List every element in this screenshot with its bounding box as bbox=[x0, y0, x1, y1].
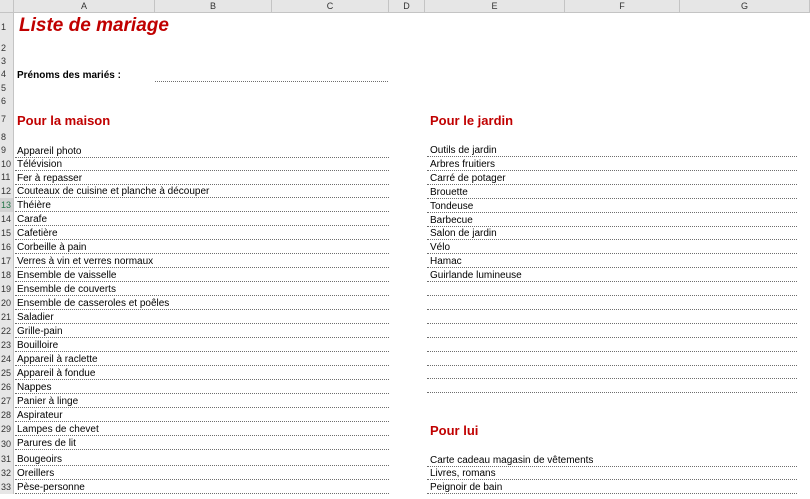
list-item[interactable]: Oreillers bbox=[17, 468, 55, 479]
row-header-32[interactable]: 32 bbox=[0, 466, 14, 480]
list-item[interactable]: Télévision bbox=[17, 159, 63, 170]
list-item[interactable]: Hamac bbox=[430, 256, 462, 268]
entry-underline bbox=[427, 337, 797, 338]
list-item[interactable]: Peignoir de bain bbox=[430, 482, 503, 493]
row-header-29[interactable]: 29 bbox=[0, 422, 14, 436]
heading-maison[interactable]: Pour la maison bbox=[17, 113, 111, 128]
list-item[interactable]: Bougeoirs bbox=[17, 454, 63, 465]
heading-lui[interactable]: Pour lui bbox=[430, 423, 479, 438]
entry-underline bbox=[427, 239, 797, 240]
row-header-13[interactable]: 13 bbox=[0, 198, 14, 212]
row-header-30[interactable]: 30 bbox=[0, 436, 14, 452]
row-header-3[interactable]: 3 bbox=[0, 55, 14, 68]
row-header-12[interactable]: 12 bbox=[0, 184, 14, 198]
entry-underline bbox=[427, 156, 797, 157]
entry-underline bbox=[427, 493, 797, 494]
list-item[interactable]: Tondeuse bbox=[430, 200, 474, 212]
list-item[interactable]: Verres à vin et verres normaux bbox=[17, 256, 154, 267]
list-item[interactable]: Pèse-personne bbox=[17, 482, 85, 493]
entry-underline bbox=[15, 407, 389, 408]
list-item[interactable]: Fer à repasser bbox=[17, 173, 83, 184]
entry-underline bbox=[427, 466, 797, 467]
entry-underline bbox=[15, 157, 389, 158]
entry-underline bbox=[15, 421, 389, 422]
list-item[interactable]: Lampes de chevet bbox=[17, 424, 99, 435]
list-item[interactable]: Outils de jardin bbox=[430, 145, 497, 156]
entry-underline bbox=[15, 449, 389, 450]
row-header-19[interactable]: 19 bbox=[0, 282, 14, 296]
sheet-title[interactable]: Liste de mariage bbox=[19, 15, 169, 36]
names-underline[interactable] bbox=[155, 81, 388, 82]
row-header-25[interactable]: 25 bbox=[0, 366, 14, 380]
list-item[interactable]: Appareil photo bbox=[17, 146, 82, 157]
row-header-4[interactable]: 4 bbox=[0, 68, 14, 81]
row-header-11[interactable]: 11 bbox=[0, 171, 14, 184]
list-item[interactable]: Appareil à raclette bbox=[17, 354, 98, 365]
entry-underline bbox=[15, 337, 389, 338]
entry-underline bbox=[427, 253, 797, 254]
row-header-10[interactable]: 10 bbox=[0, 157, 14, 171]
entry-underline bbox=[427, 198, 797, 199]
entry-underline bbox=[427, 323, 797, 324]
entry-underline bbox=[15, 479, 389, 480]
entry-underline bbox=[15, 225, 389, 226]
row-header-5[interactable]: 5 bbox=[0, 81, 14, 95]
row-header-26[interactable]: 26 bbox=[0, 380, 14, 394]
entry-underline bbox=[15, 465, 389, 466]
list-item[interactable]: Appareil à fondue bbox=[17, 368, 96, 379]
list-item[interactable]: Ensemble de couverts bbox=[17, 284, 116, 295]
list-item[interactable]: Théière bbox=[17, 200, 51, 211]
column-header-d[interactable]: D bbox=[389, 0, 425, 13]
entry-underline bbox=[15, 281, 389, 282]
entry-underline bbox=[15, 253, 389, 254]
row-header-14[interactable]: 14 bbox=[0, 212, 14, 226]
entry-underline bbox=[15, 197, 389, 198]
entry-underline bbox=[427, 351, 797, 352]
entry-underline bbox=[15, 211, 389, 212]
row-header-16[interactable]: 16 bbox=[0, 240, 14, 254]
entry-underline bbox=[427, 226, 797, 227]
heading-jardin[interactable]: Pour le jardin bbox=[430, 113, 514, 128]
list-item[interactable]: Ensemble de casseroles et poêles bbox=[17, 298, 170, 309]
entry-underline bbox=[427, 281, 797, 282]
row-header-17[interactable]: 17 bbox=[0, 254, 14, 268]
entry-underline bbox=[15, 267, 389, 268]
column-header-e[interactable]: E bbox=[425, 0, 565, 13]
entry-underline bbox=[15, 379, 389, 380]
row-header-27[interactable]: 27 bbox=[0, 394, 14, 408]
list-item[interactable]: Nappes bbox=[17, 382, 52, 393]
list-item[interactable]: Cafetière bbox=[17, 228, 58, 239]
entry-underline bbox=[427, 479, 797, 480]
entry-underline bbox=[15, 435, 389, 436]
entry-underline bbox=[15, 309, 389, 310]
row-header-18[interactable]: 18 bbox=[0, 268, 14, 282]
row-header-2[interactable]: 2 bbox=[0, 42, 14, 55]
select-all-corner[interactable] bbox=[0, 0, 14, 13]
list-item[interactable]: Corbeille à pain bbox=[17, 242, 87, 253]
row-header-33[interactable]: 33 bbox=[0, 480, 14, 494]
entry-underline bbox=[427, 184, 797, 185]
entry-underline bbox=[15, 295, 389, 296]
row-header-20[interactable]: 20 bbox=[0, 296, 14, 310]
row-header-15[interactable]: 15 bbox=[0, 226, 14, 240]
entry-underline bbox=[15, 170, 389, 171]
row-header-28[interactable]: 28 bbox=[0, 408, 14, 422]
entry-underline bbox=[427, 392, 797, 393]
list-item[interactable]: Ensemble de vaisselle bbox=[17, 270, 117, 281]
entry-underline bbox=[427, 295, 797, 296]
entry-underline bbox=[427, 212, 797, 213]
list-item[interactable]: Saladier bbox=[17, 312, 54, 323]
entry-underline bbox=[427, 365, 797, 366]
list-item[interactable]: Carré de potager bbox=[430, 172, 506, 184]
entry-underline bbox=[15, 393, 389, 394]
list-item[interactable]: Vélo bbox=[430, 242, 451, 254]
row-header-22[interactable]: 22 bbox=[0, 324, 14, 338]
list-item[interactable]: Aspirateur bbox=[17, 410, 63, 421]
entry-underline bbox=[15, 239, 389, 240]
entry-underline bbox=[15, 323, 389, 324]
entry-underline bbox=[427, 267, 797, 268]
row-header-9[interactable]: 9 bbox=[0, 144, 14, 157]
row-header-21[interactable]: 21 bbox=[0, 310, 14, 324]
entry-underline bbox=[427, 170, 797, 171]
list-item[interactable]: Carafe bbox=[17, 214, 48, 225]
list-item[interactable]: Grille-pain bbox=[17, 326, 63, 337]
column-header-g[interactable]: G bbox=[680, 0, 810, 13]
column-header-a[interactable]: A bbox=[14, 0, 155, 13]
entry-underline bbox=[427, 309, 797, 310]
row-header-31[interactable]: 31 bbox=[0, 452, 14, 466]
list-item[interactable]: Panier à linge bbox=[17, 396, 79, 407]
row-header-24[interactable]: 24 bbox=[0, 352, 14, 366]
list-item[interactable]: Carte cadeau magasin de vêtements bbox=[430, 455, 594, 466]
row-header-23[interactable]: 23 bbox=[0, 338, 14, 352]
column-header-b[interactable]: B bbox=[155, 0, 272, 13]
entry-underline bbox=[15, 493, 389, 494]
entry-underline bbox=[15, 184, 389, 185]
list-item[interactable]: Brouette bbox=[430, 186, 468, 198]
list-item[interactable]: Livres, romans bbox=[430, 468, 496, 479]
entry-underline bbox=[15, 365, 389, 366]
list-item[interactable]: Salon de jardin bbox=[430, 228, 497, 240]
entry-underline bbox=[427, 378, 797, 379]
column-header-c[interactable]: C bbox=[272, 0, 389, 13]
list-item[interactable]: Arbres fruitiers bbox=[430, 158, 496, 170]
list-item[interactable]: Guirlande lumineuse bbox=[430, 270, 522, 282]
row-header-8[interactable]: 8 bbox=[0, 131, 14, 144]
row-header-7[interactable]: 7 bbox=[0, 108, 14, 131]
list-item[interactable]: Couteaux de cuisine et planche à découper bbox=[17, 186, 210, 197]
list-item[interactable]: Parures de lit bbox=[17, 438, 76, 449]
entry-underline bbox=[15, 351, 389, 352]
row-header-6[interactable]: 6 bbox=[0, 95, 14, 108]
names-label[interactable]: Prénoms des mariés : bbox=[17, 70, 121, 81]
list-item[interactable]: Barbecue bbox=[430, 214, 473, 226]
list-item[interactable]: Bouilloire bbox=[17, 340, 59, 351]
column-header-f[interactable]: F bbox=[565, 0, 680, 13]
row-header-1[interactable]: 1 bbox=[0, 13, 14, 42]
